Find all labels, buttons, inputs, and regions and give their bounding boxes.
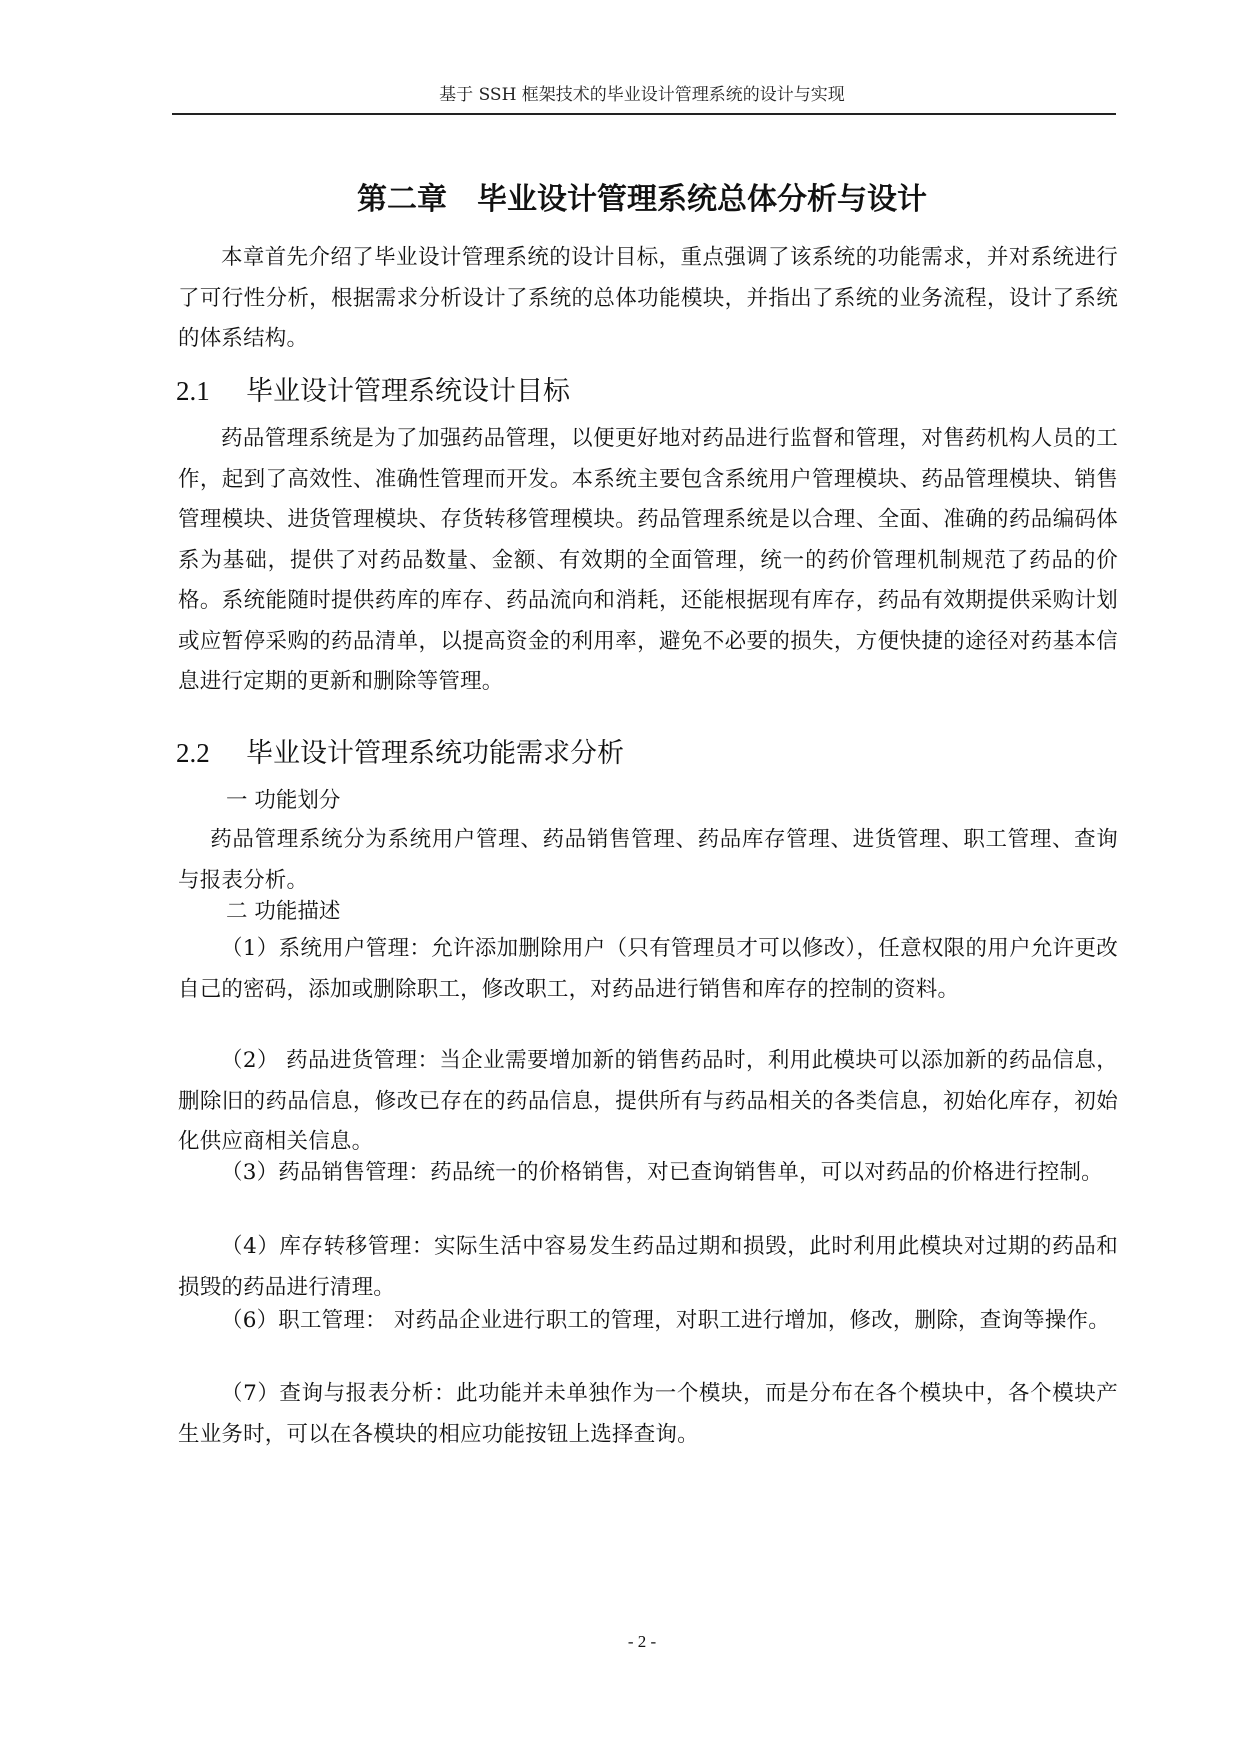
section-2-1-paragraph: 药品管理系统是为了加强药品管理，以便更好地对药品进行监督和管理，对售药机构人员的工作，起到了高效性、准确性管理而开发。本系统主要包含系统用户管理模块、药品管理模块、销售管理模块、进货管理模块、存货转移管理模块。药品管理系统是以合理、全面、准确的药品编码体系为基础，提供了对药品数量、金额、有效期的全面管理，统一的药价管理机制规范了药品的价格。系统能随时提供药库的库存、药品流向和消耗，还能根据现有库存，药品有效期提供采购计划或应暂停采购的药品清单，以提高资金的利用率，避免不必要的损失，方便快捷的途径对药基本信息进行定期的更新和删除等管理。 — [178, 426, 1118, 694]
chapter-title-text: 毕业设计管理系统总体分析与设计 — [477, 182, 927, 217]
functional-division-paragraph: 药品管理系统分为系统用户管理、药品销售管理、药品库存管理、进货管理、职工管理、查询与报表分析。 — [178, 827, 1118, 893]
chapter-intro-paragraph: 本章首先介绍了毕业设计管理系统的设计目标，重点强调了该系统的功能需求，并对系统进行了可行性分析，根据需求分析设计了系统的总体功能模块，并指出了系统的业务流程，设计了系统的体系结构。 — [178, 245, 1118, 351]
function-item-paragraph: （4）库存转移管理：实际生活中容易发生药品过期和损毁，此时利用此模块对过期的药品和损毁的药品进行清理。 — [178, 1234, 1118, 1300]
function-item-paragraph: （2） 药品进货管理：当企业需要增加新的销售药品时，利用此模块可以添加新的药品信息，删除旧的药品信息，修改已存在的药品信息，提供所有与药品相关的各类信息，初始化库存，初始化供应商相关信息。 — [178, 1048, 1118, 1154]
function-item-paragraph: （1）系统用户管理：允许添加删除用户（只有管理员才可以修改），任意权限的用户允许更改自己的密码，添加或删除职工，修改职工，对药品进行销售和库存的控制的资料。 — [178, 936, 1118, 1002]
section-title: 毕业设计管理系统设计目标 — [246, 376, 570, 407]
chapter-title — [172, 180, 1112, 220]
page-number: - 2 - — [627, 1632, 657, 1651]
function-item-paragraph: （3）药品销售管理：药品统一的价格销售，对已查询销售单，可以对药品的价格进行控制。 — [221, 1160, 1103, 1185]
subsection-label-functional-division: 一 功能划分 — [226, 788, 341, 813]
section-heading-2-1 — [176, 371, 1116, 412]
section-number: 2.1 — [176, 376, 210, 406]
function-item-paragraph: （6）职工管理： 对药品企业进行职工的管理，对职工进行增加，修改，删除，查询等操作。 — [221, 1308, 1110, 1333]
section-title: 毕业设计管理系统功能需求分析 — [246, 738, 624, 769]
section-heading-2-2 — [176, 733, 1116, 774]
function-item-paragraph: （7）查询与报表分析：此功能并未单独作为一个模块，而是分布在各个模块中，各个模块产生业务时，可以在各模块的相应功能按钮上选择查询。 — [178, 1381, 1118, 1447]
chapter-number: 第二章 — [357, 182, 447, 217]
header-rule — [172, 113, 1116, 115]
subsection-label-functional-description: 二 功能描述 — [226, 899, 341, 924]
section-number: 2.2 — [176, 738, 210, 768]
running-header: 基于 SSH 框架技术的毕业设计管理系统的设计与实现 — [439, 85, 845, 105]
